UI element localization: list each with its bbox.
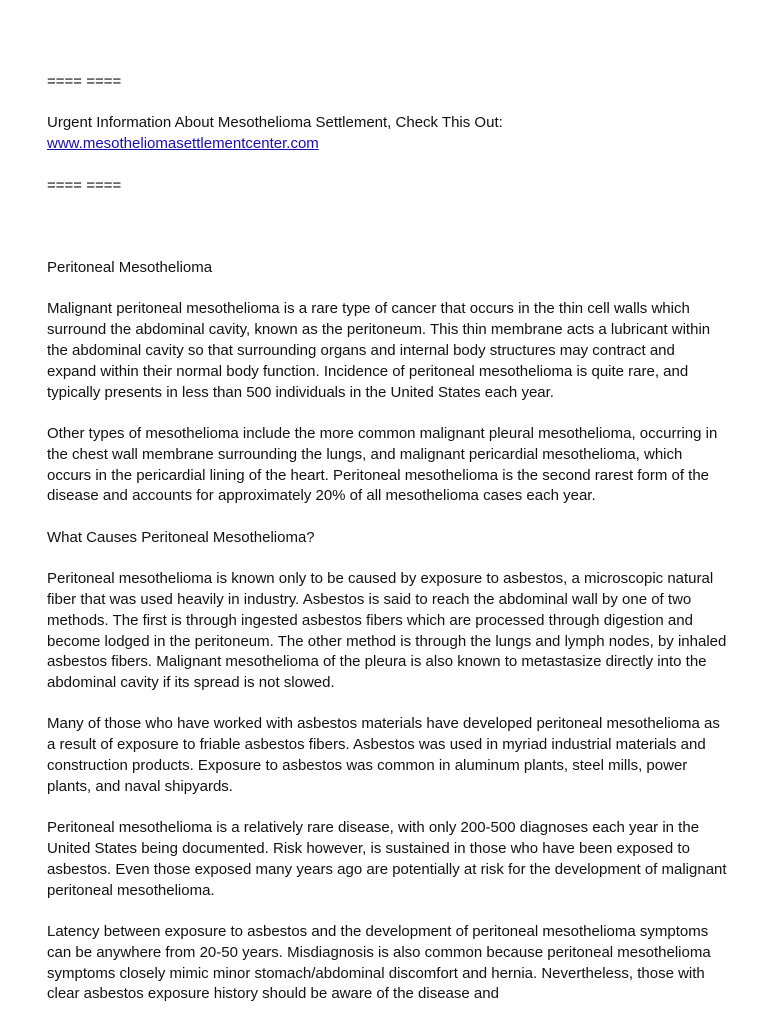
promo-text: Urgent Information About Mesothelioma Settlement, Check This Out: — [47, 114, 503, 132]
paragraph-rarity: Peritoneal mesothelioma is a relatively rare disease, with only 200-500 diagnoses each year in the United States being documented. Risk however, is sustained in those who have been exposed to asbestos. Even those exposed many years ago are potentially at risk for the development of malignant peritoneal mesothelioma. — [47, 819, 727, 899]
paragraph-workers: Many of those who have worked with asbestos materials have developed peritoneal mesothelioma as a result of exposure to friable asbestos fibers. Asbestos was used in myriad industrial materials and construction products. Exposure to asbestos was common in aluminum plants, steel mills, power plants, and naval shipyards. — [47, 715, 720, 795]
section-spacer — [47, 217, 727, 258]
separator-top: ==== ==== — [47, 73, 122, 90]
paragraph-types: Other types of mesothelioma include the more common malignant pleural mesothelioma, occurring in the chest wall membrane surrounding the lungs, and malignant pericardial mesothelioma, which occurs in the pericardial lining of the heart. Peritoneal mesothelioma is the second rarest form of the disease and accounts for approximately 20% of all mesothelioma cases each year. — [47, 424, 718, 505]
promo-link[interactable]: www.mesotheliomasettlementcenter.com — [47, 135, 319, 153]
paragraph-intro: Malignant peritoneal mesothelioma is a rare type of cancer that occurs in the thin cell walls which surround the abdominal cavity, known as the peritoneum. This thin membrane acts a lubricant within the abdominal cavity so that surrounding organs and internal body structures may contract and expand within their normal body function. Incidence of peritoneal mesothelioma is quite rare, and typically presents in less than 500 individuals in the United States each year. — [47, 300, 711, 401]
paragraph-causes: Peritoneal mesothelioma is known only to be caused by exposure to asbestos, a microscopic natural fiber that was used heavily in industry. Asbestos is said to reach the abdominal wall by one of two methods. The first is through ingested asbestos fibers which are processed through digestion and become lodged in the peritoneum. The other method is through the lungs and lymph nodes, by inhaled asbestos fibers. Malignant mesothelioma of the pleura is also known to metastasize directly into the abdominal cavity if its spread is not slowed. — [47, 570, 727, 692]
document-content — [47, 72, 727, 1024]
separator-bottom: ==== ==== — [47, 176, 122, 194]
article-title: Peritoneal Mesothelioma — [47, 258, 213, 276]
paragraph-latency: Latency between exposure to asbestos and the development of peritoneal mesothelioma symptoms can be anywhere from 20-50 years. Misdiagnosis is also common because peritoneal mesothelioma symptoms closely mimic minor stomach/abdominal discomfort and hernia. Nevertheless, those with clear asbestos exposure history should be aware of the disease and — [47, 923, 711, 1003]
promo-block — [47, 113, 727, 155]
section-heading-causes: What Causes Peritoneal Mesothelioma? — [47, 528, 315, 546]
